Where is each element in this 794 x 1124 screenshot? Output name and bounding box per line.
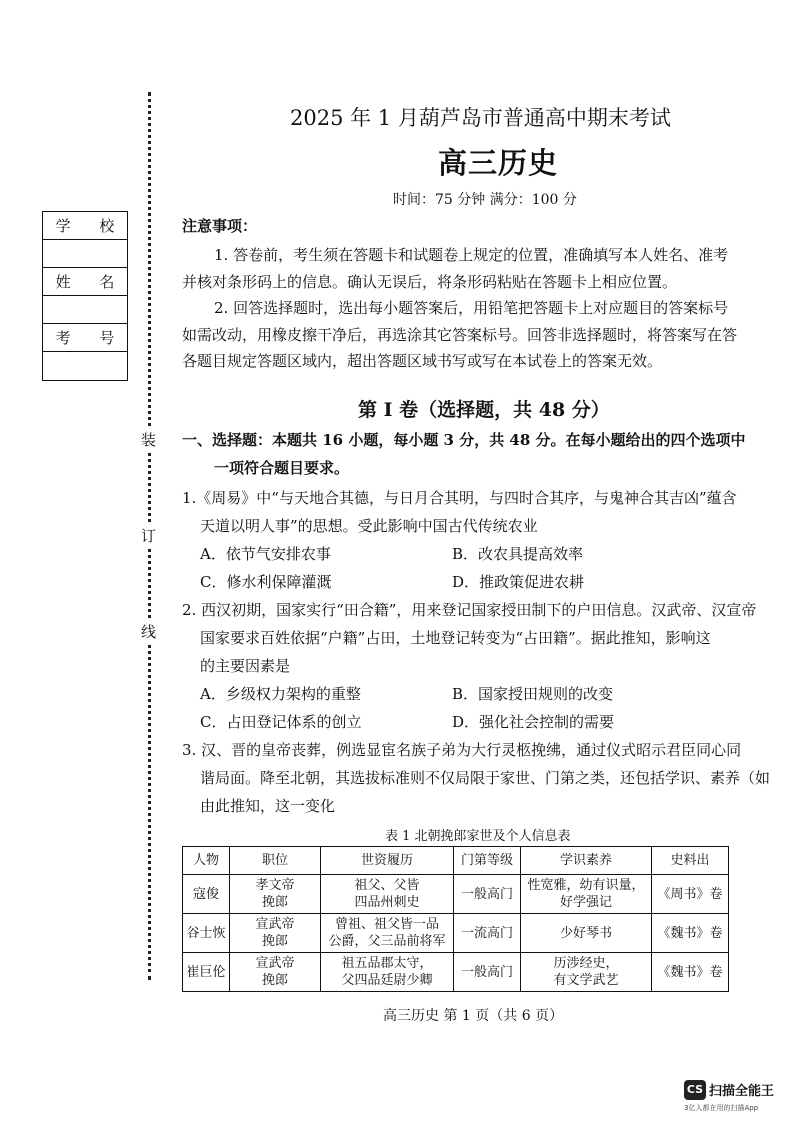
subject-title: 高三历史 (438, 146, 559, 180)
table-cell: 祖五品郡太守， 父四品廷尉少卿 (321, 953, 454, 992)
table-cell: 孝文帝 挽郎 (230, 875, 321, 914)
question-2-option-a[interactable]: A．乡级权力架构的重整 (200, 685, 361, 703)
notice-line: 各题目规定答题区域内，超出答题区域书写或写在本试卷上的答案无效。 (182, 352, 663, 370)
school-label: 学 校 (43, 212, 127, 240)
table-header: 世资履历 (321, 847, 454, 875)
name-field[interactable] (43, 296, 127, 324)
exam-number-field[interactable] (43, 352, 127, 380)
question-2-option-b[interactable]: B．国家授田规则的改变 (452, 685, 614, 703)
table-header: 学识素养 (521, 847, 652, 875)
table-header: 史料出 (652, 847, 729, 875)
question-2-stem: 2. 西汉初期，国家实行“田合籍”，用来登记国家授田制下的户田信息。汉武帝、汉宣帝 (182, 601, 757, 619)
school-field[interactable] (43, 240, 127, 268)
table-row (183, 953, 729, 992)
table-row (183, 914, 729, 953)
camscanner-logo-icon: CS (684, 1080, 706, 1100)
question-1-option-b[interactable]: B．改农具提高效率 (452, 545, 584, 563)
notice-heading: 注意事项： (182, 217, 258, 235)
table-cell: 少好琴书 (521, 914, 652, 953)
binding-char-xian: 线 (141, 623, 157, 641)
table-cell: 寇俊 (183, 875, 230, 914)
table-cell: 谷士恢 (183, 914, 230, 953)
table-cell: 祖父、父皆 四品州刺史 (321, 875, 454, 914)
question-1-option-c[interactable]: C．修水利保障灌溉 (200, 573, 332, 591)
name-label: 姓 名 (43, 268, 127, 296)
table-cell: 崔巨伦 (183, 953, 230, 992)
section-title: 第 I 卷（选择题，共 48 分） (358, 399, 610, 421)
page-footer: 高三历史 第 1 页（共 6 页） (383, 1008, 564, 1024)
exam-meta: 时间：75 分钟 满分：100 分 (393, 192, 577, 208)
question-3-stem: 由此推知，这一变化 (200, 797, 336, 815)
question-2-option-c[interactable]: C．占田登记体系的创立 (200, 713, 362, 731)
table-cell: 性宽雅，幼有识量， 好学强记 (521, 875, 652, 914)
info-table (182, 846, 729, 992)
table-cell: 一流高门 (454, 914, 521, 953)
student-info-box (42, 211, 128, 381)
question-1-stem: 天道以明人事”的思想。受此影响中国古代传统农业 (200, 517, 538, 535)
table-header-row (183, 847, 729, 875)
notice-line: 如需改动，用橡皮擦干净后，再选涂其它答案标号。回答非选择题时，将答案写在答 (182, 326, 738, 344)
notice-line: 2. 回答选择题时，选出每小题答案后，用铅笔把答题卡上对应题目的答案标号 (214, 299, 729, 317)
table-caption: 表 1 北朝挽郎家世及个人信息表 (385, 829, 571, 844)
binding-char-ding: 订 (141, 527, 157, 545)
question-1-option-a[interactable]: A．依节气安排农事 (200, 545, 331, 563)
question-3-stem: 谐局面。降至北朝，其选拔标准则不仅局限于家世、门第之类，还包括学识、素养（如 (200, 769, 771, 787)
question-3-stem: 3. 汉、晋的皇帝丧葬，例选显宦名族子弟为大行灵柩挽绋，通过仪式昭示君臣同心同 (182, 741, 742, 759)
question-1-option-d[interactable]: D．推政策促进农耕 (452, 573, 585, 591)
camscanner-name: 扫描全能王 (709, 1084, 775, 1099)
table-cell: 一般高门 (454, 953, 521, 992)
table-header: 门第等级 (454, 847, 521, 875)
question-1-stem: 1.《周易》中“与天地合其德，与日月合其明，与四时合其序，与鬼神合其吉凶”蕴含 (182, 489, 737, 507)
notice-line: 1. 答卷前，考生须在答题卡和试题卷上规定的位置，准确填写本人姓名、准考 (214, 246, 729, 264)
notice-line: 并核对条形码上的信息。确认无误后，将条形码粘贴在答题卡上相应位置。 (182, 273, 678, 291)
binding-char-zhuang: 装 (141, 431, 157, 449)
table-row (183, 875, 729, 914)
camscanner-tagline: 3亿人都在用的扫描App (684, 1103, 759, 1112)
table-cell: 一般高门 (454, 875, 521, 914)
section-intro: 一项符合题目要求。 (214, 459, 350, 477)
table-cell: 曾祖、祖父皆一品 公爵，父三品前将军 (321, 914, 454, 953)
table-cell: 宣武帝 挽郎 (230, 953, 321, 992)
table-cell: 《周书》卷 (652, 875, 729, 914)
exam-number-label: 考 号 (43, 324, 127, 352)
question-2-option-d[interactable]: D．强化社会控制的需要 (452, 713, 615, 731)
table-cell: 《魏书》卷 (652, 914, 729, 953)
exam-title: 2025 年 1 月葫芦岛市普通高中期末考试 (290, 106, 671, 130)
table-cell: 历涉经史， 有文学武艺 (521, 953, 652, 992)
table-header: 人物 (183, 847, 230, 875)
table-header: 职位 (230, 847, 321, 875)
section-intro: 一、选择题：本题共 16 小题，每小题 3 分，共 48 分。在每小题给出的四个选项中 (182, 431, 746, 449)
table-cell: 《魏书》卷 (652, 953, 729, 992)
scanner-watermark (684, 1079, 774, 1113)
table-cell: 宣武帝 挽郎 (230, 914, 321, 953)
question-2-stem: 国家要求百姓依据“户籍”占田，土地登记转变为“占田籍”。据此推知，影响这 (200, 629, 711, 647)
question-2-stem: 的主要因素是 (200, 657, 291, 675)
